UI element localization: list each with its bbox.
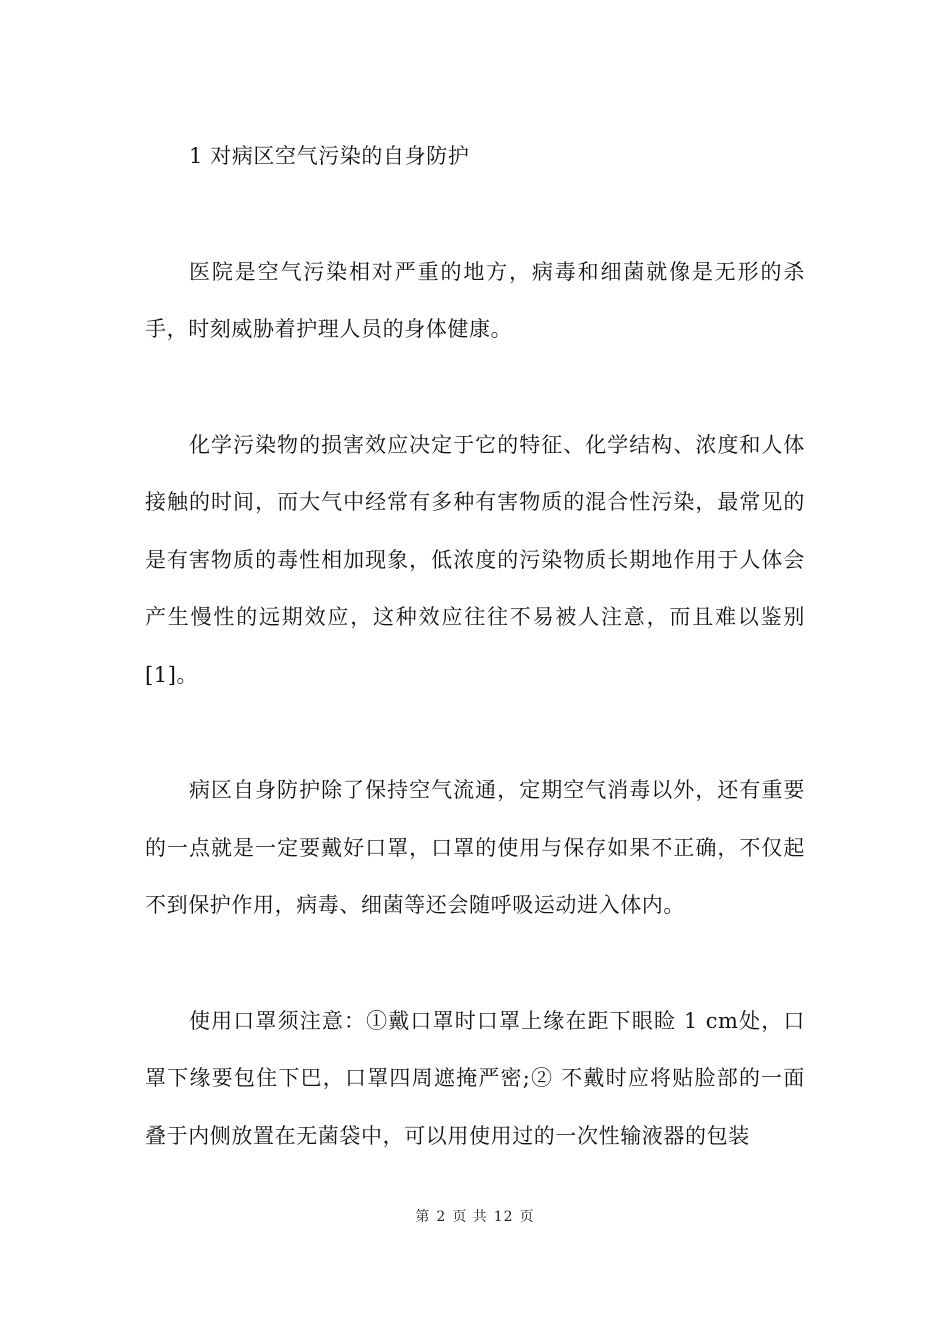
paragraph-2: 化学污染物的损害效应决定于它的特征、化学结构、浓度和人体接触的时间，而大气中经常有多种有害物质的混合性污染，最常见的是有害物质的毒性相加现象，低浓度的污染物质长期地作用于人体会产生慢性的远期效应，这种效应往往不易被人注意，而且难以鉴别[1]。 <box>145 432 805 687</box>
footer-suffix: 页 <box>519 1209 535 1225</box>
footer-middle: 页 共 <box>452 1209 488 1225</box>
page-footer <box>0 1206 950 1226</box>
section-heading: 1 对病区空气污染的自身防护 <box>189 144 470 168</box>
document-body <box>145 128 805 1165</box>
paragraph-1: 医院是空气污染相对严重的地方，病毒和细菌就像是无形的杀手，时刻威胁着护理人员的身体健康。 <box>145 259 805 341</box>
paragraph-3: 病区自身防护除了保持空气流通，定期空气消毒以外，还有重要的一点就是一定要戴好口罩，口罩的使用与保存如果不正确，不仅起不到保护作用，病毒、细菌等还会随呼吸运动进入体内。 <box>145 778 805 917</box>
paragraph-4: 使用口罩须注意：①戴口罩时口罩上缘在距下眼睑 1 cm处，口罩下缘要包住下巴，口罩四周遮掩严密;② 不戴时应将贴脸部的一面叠于内侧放置在无菌袋中，可以用使用过的一次性输液器的包装 <box>145 1008 805 1148</box>
footer-total-pages: 12 <box>493 1209 514 1225</box>
footer-prefix: 第 <box>415 1209 431 1225</box>
footer-current-page: 2 <box>436 1209 447 1225</box>
